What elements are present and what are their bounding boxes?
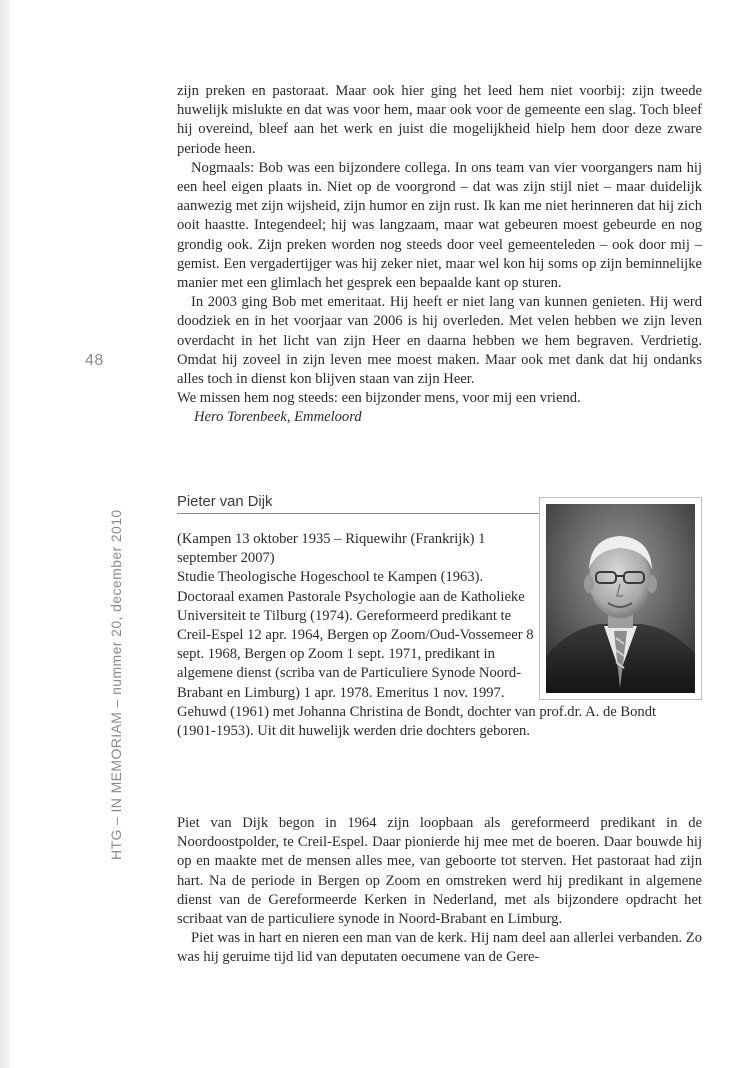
page-edge-shadow — [0, 0, 10, 1068]
paragraph: zijn preken en pastoraat. Maar ook hier ging het leed hem niet voorbij: zijn tweede huwelijk mislukte en dat was voor hem, maar ook voor de gemeente een slag. Toch bleef hij overeind, bleef aan het werk en juist die mogelijkheid hielp hem door deze zware periode heen. — [177, 83, 702, 157]
obituary-bio — [177, 530, 707, 741]
paragraph: Piet van Dijk begon in 1964 zijn loopbaan als gereformeerd predikant in de Noordoostpolder, te Creil-Espel. Daar pionierde hij mee met de boeren. Daar bouwde hij op en maakte met de mensen alles mee, van geboorte tot sterven. Het pastoraat had zijn hart. Na de periode in Bergen op Zoom en omstreken werd hij predikant in algemene dienst van de Gereformeerde Kerken in Nederland, met als bijzondere opdracht het scribaat van de particuliere synode in Noord-Brabant en Limburg. — [177, 815, 702, 928]
obituary-heading: Pieter van Dijk — [177, 494, 702, 514]
author-signature: Hero Torenbeek, Emmeloord — [194, 409, 362, 426]
paragraph: We missen hem nog steeds: een bijzonder mens, voor mij een vriend. — [177, 390, 581, 407]
obituary-text — [177, 814, 702, 968]
bio-career: Studie Theologische Hogeschool te Kampen (1963). Doctoraal examen Pastorale Psychologie aan de Katholieke Universiteit te Tilburg (1974). Gereformeerd predikant te Creil-Espel 12 apr. 1964, Bergen op Zoom/Oud-Vossemeer 8 sept. 1968, Bergen op Zoom 1 sept. 1971, predikant in algemene dienst (scriba van de Particuliere Synode Noord-Brabant en Limburg) 1 apr. 1978. Emeritus 1 nov. 1997. — [177, 569, 534, 701]
paragraph: Nogmaals: Bob was een bijzondere collega. In ons team van vier voorgangers nam hij een heel eigen plaats in. Niet op de voorgrond – dat was zijn stijl niet – maar duidelijk aanwezig met zijn wijsheid, zijn humor en zijn rust. Ik kan me niet herinneren dat hij zich ooit haastte. Integendeel; hij was langzaam, maar wat gebeuren moest gebeurde en nog grondig ook. Zijn preken worden nog steeds door veel gemeenteleden – ook door mij – gemist. Een vergadertijger was hij zeker niet, maar wel kon hij soms op zijn beminnelijke manier met een glimlach het gesprek een bepaalde kant op sturen. — [177, 159, 702, 292]
page-number: 48 — [85, 352, 104, 369]
paragraph: Piet was in hart en nieren een man van de kerk. Hij nam deel aan allerlei verbanden. Zo was hij geruime tijd lid van deputaten oecumene van de Gere- — [177, 930, 702, 966]
bio-family: Gehuwd (1961) met Johanna Christina de Bondt, dochter van prof.dr. A. de Bondt (1901-1953). Uit dit huwelijk werden drie dochters geboren. — [177, 703, 657, 740]
article-continuation — [177, 82, 702, 428]
running-head: HTG – IN MEMORIAM – nummer 20, december 2010 — [108, 509, 124, 860]
paragraph: In 2003 ging Bob met emeritaat. Hij heeft er niet lang van kunnen genieten. Hij werd doodziek en in het voorjaar van 2006 is hij overleden. Met velen hebben we zijn leven overdacht in het licht van zijn Heer en daarna hebben we hem begraven. Verdrietig. Omdat hij zoveel in zijn leven mee moest maken. Maar ook met dank dat hij ondanks alles toch in dienst kon blijven staan van zijn Heer. — [177, 294, 702, 388]
bio-dates: (Kampen 13 oktober 1935 – Riquewihr (Frankrijk) 1 september 2007) — [177, 531, 486, 567]
